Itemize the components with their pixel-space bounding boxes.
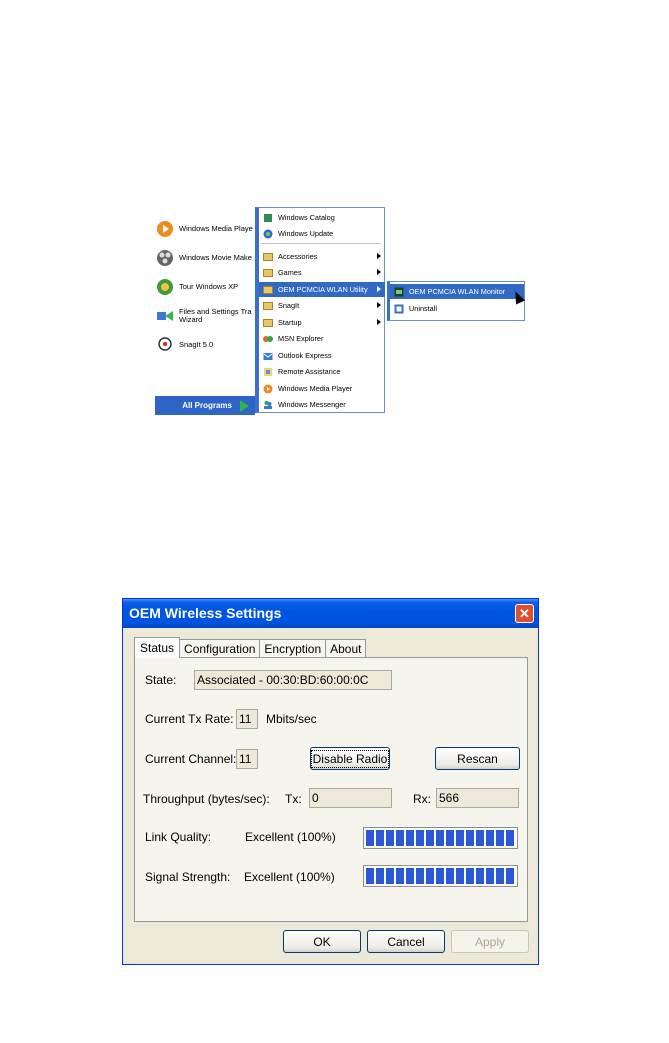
level-segment bbox=[476, 868, 484, 884]
folder-icon bbox=[262, 284, 273, 295]
level-segment bbox=[466, 868, 474, 884]
program-oem-wlan-utility[interactable]: OEM PCMCIA WLAN Utility bbox=[259, 282, 385, 297]
program-msn-explorer[interactable]: MSN Explorer bbox=[259, 331, 385, 346]
channel-field: 11 bbox=[236, 749, 258, 769]
level-segment bbox=[466, 830, 474, 846]
msn-icon bbox=[262, 333, 273, 344]
signal-strength-label: Signal Strength: bbox=[145, 870, 231, 884]
cancel-button[interactable]: Cancel bbox=[367, 930, 445, 953]
left-item-media-player[interactable]: Windows Media Playe bbox=[155, 215, 255, 243]
start-menu-left-column bbox=[155, 207, 255, 397]
throughput-label: Throughput (bytes/sec): bbox=[143, 792, 270, 806]
level-segment bbox=[456, 868, 464, 884]
tab-encryption[interactable]: Encryption bbox=[259, 639, 326, 657]
program-remote-assistance[interactable]: Remote Assistance bbox=[259, 364, 385, 379]
level-segment bbox=[476, 830, 484, 846]
submenu-arrow-icon bbox=[377, 253, 381, 259]
link-quality-value: Excellent (100%) bbox=[245, 830, 336, 844]
tab-strip bbox=[134, 637, 365, 657]
status-panel bbox=[134, 657, 528, 922]
tx-throughput-field: 0 bbox=[309, 788, 392, 808]
tour-icon bbox=[155, 277, 175, 297]
level-segment bbox=[486, 868, 494, 884]
signal-strength-value: Excellent (100%) bbox=[244, 870, 335, 884]
level-segment bbox=[396, 868, 404, 884]
link-quality-label: Link Quality: bbox=[145, 830, 212, 844]
left-item-movie-maker[interactable]: Windows Movie Make bbox=[155, 244, 255, 272]
ok-button[interactable]: OK bbox=[283, 930, 361, 953]
menu-separator bbox=[261, 243, 381, 244]
wlan-monitor-icon bbox=[393, 286, 404, 297]
all-programs-button[interactable]: All Programs bbox=[155, 396, 255, 415]
start-menu bbox=[155, 207, 527, 415]
programs-menu bbox=[255, 207, 385, 413]
program-snagit[interactable]: SnagIt bbox=[259, 298, 385, 313]
green-arrow-icon bbox=[240, 400, 249, 412]
level-segment bbox=[486, 830, 494, 846]
submenu-uninstall[interactable]: Uninstall bbox=[390, 301, 524, 316]
wireless-settings-dialog bbox=[122, 598, 539, 965]
title-bar[interactable] bbox=[123, 599, 538, 628]
level-segment bbox=[496, 868, 504, 884]
program-windows-catalog[interactable]: Windows Catalog bbox=[259, 210, 385, 225]
level-segment bbox=[416, 868, 424, 884]
folder-icon bbox=[262, 300, 273, 311]
snagit-icon bbox=[155, 335, 175, 355]
submenu-arrow-icon bbox=[377, 319, 381, 325]
media-player-icon bbox=[155, 219, 175, 239]
level-segment bbox=[506, 830, 514, 846]
media-player-icon bbox=[262, 383, 273, 394]
level-segment bbox=[506, 868, 514, 884]
submenu-wlan-monitor[interactable]: OEM PCMCIA WLAN Monitor bbox=[390, 284, 524, 299]
dialog-title: OEM Wireless Settings bbox=[129, 605, 282, 621]
tx-rate-field: 11 bbox=[236, 709, 258, 729]
folder-icon bbox=[262, 251, 273, 262]
rx-label: Rx: bbox=[413, 792, 431, 806]
level-segment bbox=[366, 868, 374, 884]
transfer-wizard-icon bbox=[155, 306, 175, 326]
tab-about[interactable]: About bbox=[325, 639, 366, 657]
left-item-transfer-wizard[interactable]: Files and Settings Tra Wizard bbox=[155, 302, 255, 330]
level-segment bbox=[436, 830, 444, 846]
link-quality-bar bbox=[363, 827, 518, 849]
level-segment bbox=[386, 868, 394, 884]
level-segment bbox=[366, 830, 374, 846]
left-item-snagit[interactable]: SnagIt 5.0 bbox=[155, 331, 255, 359]
state-label: State: bbox=[145, 673, 177, 687]
update-icon bbox=[262, 228, 273, 239]
level-segment bbox=[446, 868, 454, 884]
level-segment bbox=[446, 830, 454, 846]
level-segment bbox=[426, 830, 434, 846]
catalog-icon bbox=[262, 212, 273, 223]
messenger-icon bbox=[262, 399, 273, 410]
program-windows-update[interactable]: Windows Update bbox=[259, 226, 385, 241]
program-games[interactable]: Games bbox=[259, 265, 385, 280]
level-segment bbox=[376, 868, 384, 884]
close-icon: ✕ bbox=[519, 605, 530, 621]
folder-icon bbox=[262, 317, 273, 328]
remote-assistance-icon bbox=[262, 366, 273, 377]
close-button[interactable] bbox=[515, 604, 534, 623]
signal-strength-bar bbox=[363, 865, 518, 887]
tx-label: Tx: bbox=[285, 792, 302, 806]
level-segment bbox=[406, 830, 414, 846]
tab-status[interactable]: Status bbox=[134, 637, 180, 658]
program-outlook-express[interactable]: Outlook Express bbox=[259, 348, 385, 363]
level-segment bbox=[376, 830, 384, 846]
program-windows-messenger[interactable]: Windows Messenger bbox=[259, 397, 385, 412]
tx-rate-unit: Mbits/sec bbox=[266, 712, 317, 726]
outlook-icon bbox=[262, 350, 273, 361]
program-accessories[interactable]: Accessories bbox=[259, 249, 385, 264]
left-item-tour-xp[interactable]: Tour Windows XP bbox=[155, 273, 255, 301]
tx-rate-label: Current Tx Rate: bbox=[145, 712, 234, 726]
submenu-arrow-icon bbox=[377, 269, 381, 275]
apply-button[interactable]: Apply bbox=[451, 930, 529, 953]
level-segment bbox=[406, 868, 414, 884]
uninstall-icon bbox=[393, 303, 404, 314]
channel-label: Current Channel: bbox=[145, 752, 237, 766]
wlan-utility-submenu bbox=[387, 281, 525, 321]
level-segment bbox=[426, 868, 434, 884]
state-field: Associated - 00:30:BD:60:00:0C bbox=[194, 670, 392, 690]
rx-throughput-field: 566 bbox=[436, 788, 519, 808]
level-segment bbox=[496, 830, 504, 846]
rescan-button[interactable]: Rescan bbox=[435, 747, 520, 770]
program-windows-media-player[interactable]: Windows Media Player bbox=[259, 381, 385, 396]
tab-configuration[interactable]: Configuration bbox=[179, 639, 260, 657]
level-segment bbox=[456, 830, 464, 846]
level-segment bbox=[416, 830, 424, 846]
level-segment bbox=[436, 868, 444, 884]
disable-radio-button[interactable]: Disable Radio bbox=[310, 747, 390, 770]
program-startup[interactable]: Startup bbox=[259, 315, 385, 330]
movie-maker-icon bbox=[155, 248, 175, 268]
folder-icon bbox=[262, 267, 273, 278]
submenu-arrow-icon bbox=[377, 302, 381, 308]
level-segment bbox=[396, 830, 404, 846]
level-segment bbox=[386, 830, 394, 846]
submenu-arrow-icon bbox=[377, 286, 381, 292]
